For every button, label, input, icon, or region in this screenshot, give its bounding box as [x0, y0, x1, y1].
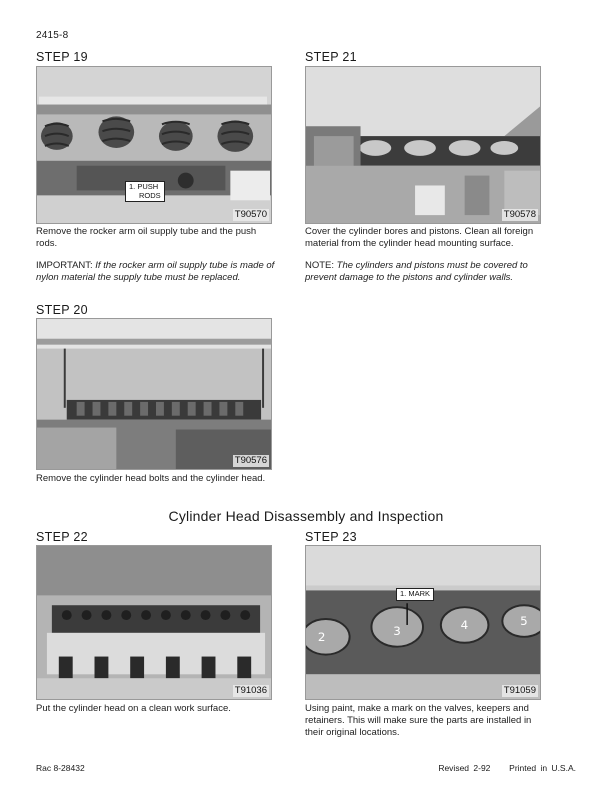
push-rods-callout: 1. PUSH RODS — [125, 181, 165, 202]
step-22-photo-code: T91036 — [234, 685, 267, 696]
step-23-photo — [305, 545, 541, 700]
step-19-photo — [36, 66, 272, 224]
cylinder-head-lift-photo — [37, 319, 271, 469]
step-22-text: Put the cylinder head on a clean work surface. — [36, 703, 231, 714]
step-23-photo-code: T91059 — [503, 685, 536, 696]
note-text: The cylinders and pistons must be covered to prevent damage to the pistons and cylinder walls. — [305, 260, 528, 283]
step-22-photo — [36, 545, 272, 700]
step-20-title: STEP 20 — [36, 303, 88, 317]
svg-text:2: 2 — [317, 629, 326, 644]
printed-in: Printed in U.S.A. — [509, 763, 576, 773]
step-21-title: STEP 21 — [305, 50, 357, 64]
note-label: NOTE: — [305, 260, 335, 271]
important-label: IMPORTANT: — [36, 260, 93, 271]
step-20-photo-code: T90576 — [234, 455, 267, 466]
step-19-title: STEP 19 — [36, 50, 88, 64]
step-21-text: Cover the cylinder bores and pistons. Clean all foreign material from the cylinder head mounting surface. — [305, 226, 534, 249]
valve-mark-photo — [306, 546, 540, 699]
important-text: If the rocker arm oil supply tube is made of nylon material the supply tube must be replaced. — [36, 260, 275, 283]
step-21-photo — [305, 66, 541, 224]
step-21-photo-code: T90578 — [503, 209, 536, 220]
mark-callout: 1. MARK — [396, 588, 434, 601]
step-19-text: Remove the rocker arm oil supply tube and the push rods. — [36, 226, 257, 249]
step-19-note — [36, 260, 276, 284]
revised-date: Revised 2-92 — [438, 763, 491, 773]
svg-text:3: 3 — [393, 623, 401, 638]
step-23-title: STEP 23 — [305, 530, 357, 544]
footer-revision — [438, 763, 576, 773]
svg-text:4: 4 — [460, 617, 469, 632]
section-heading: Cylinder Head Disassembly and Inspection — [168, 508, 444, 524]
step-22-title: STEP 22 — [36, 530, 88, 544]
step-19-photo-code: T90570 — [234, 209, 267, 220]
page-number: 2415-8 — [36, 30, 69, 41]
footer-doc-number: Rac 8-28432 — [36, 763, 85, 773]
step-23-text: Using paint, make a mark on the valves, keepers and retainers. This will make sure the parts are installed in their original locations. — [305, 703, 532, 738]
step-21-note — [305, 260, 550, 284]
svg-text:5: 5 — [520, 613, 528, 628]
step-20-photo — [36, 318, 272, 470]
step-20-text: Remove the cylinder head bolts and the cylinder head. — [36, 473, 266, 484]
engine-block-photo — [306, 67, 540, 223]
cylinder-head-bench-photo — [37, 546, 271, 699]
